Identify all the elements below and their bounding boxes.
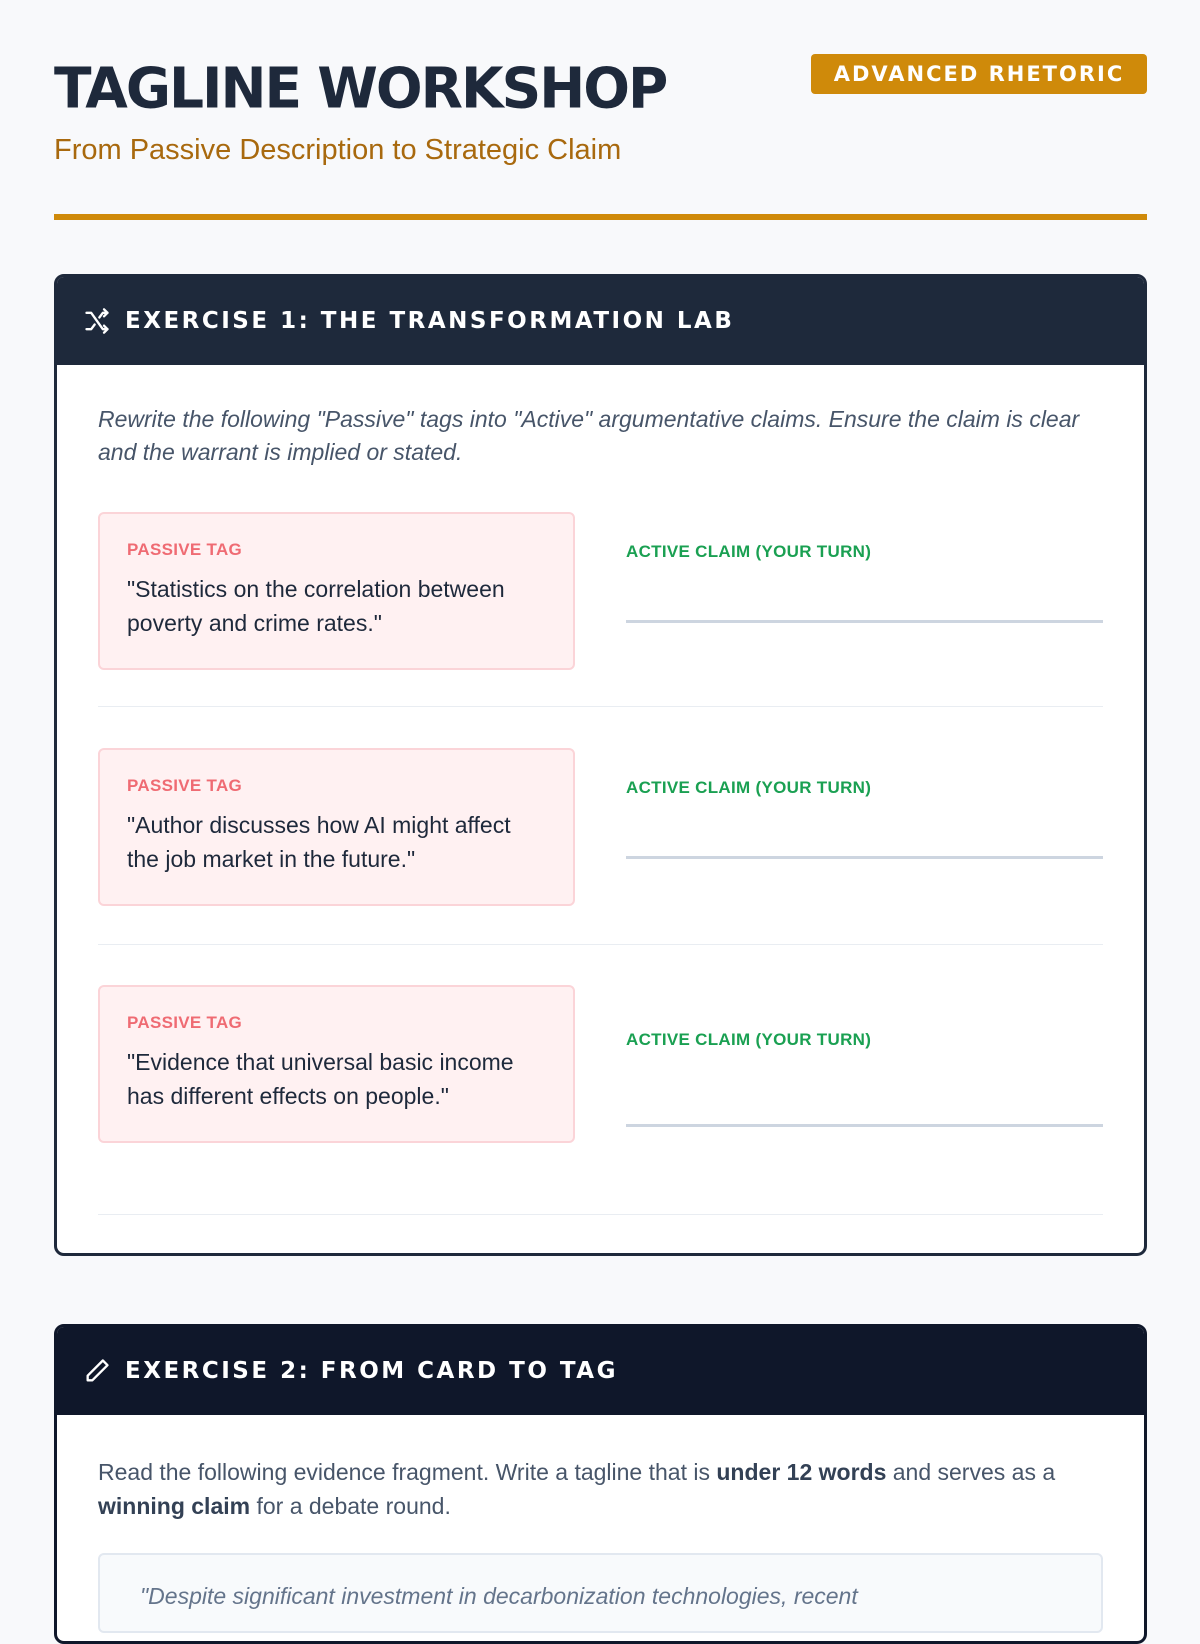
passive-tag-text: "Evidence that universal basic income has different effects on people.": [127, 1049, 514, 1109]
exercise-1-title: EXERCISE 1: THE TRANSFORMATION LAB: [125, 308, 735, 334]
passive-tag-label: PASSIVE TAG: [127, 540, 243, 559]
active-claim-area: [626, 748, 1103, 859]
exercise-row: [98, 512, 1103, 707]
active-claim-input[interactable]: [626, 1124, 1103, 1127]
passive-tag-text: "Author discusses how AI might affect the job market in the future.": [127, 812, 511, 872]
passive-tag-label: PASSIVE TAG: [127, 776, 243, 795]
active-claim-label: ACTIVE CLAIM (YOUR TURN): [626, 1030, 872, 1049]
exercise-1-header: [57, 277, 1144, 365]
exercise-1-instructions: Rewrite the following "Passive" tags into "Active" argumentative claims. Ensure the claim is clear and the warrant is implied or stated.: [98, 406, 1080, 465]
exercise-row: [98, 748, 1103, 945]
active-claim-area: [626, 985, 1103, 1127]
exercise-1-card: [54, 274, 1147, 1256]
emphasis-word-limit: under 12 words: [716, 1459, 887, 1485]
active-claim-label: ACTIVE CLAIM (YOUR TURN): [626, 778, 872, 797]
evidence-fragment: "Despite significant investment in decarbonization technologies, recent: [98, 1553, 1103, 1633]
exercise-2-title: EXERCISE 2: FROM CARD TO TAG: [125, 1358, 618, 1384]
page-subtitle: From Passive Description to Strategic Claim: [54, 134, 622, 166]
passive-tag-box: [98, 512, 575, 670]
active-claim-input[interactable]: [626, 856, 1103, 859]
passive-tag-text: "Statistics on the correlation between poverty and crime rates.": [127, 576, 505, 636]
shuffle-icon: [83, 307, 111, 335]
exercise-row: [98, 985, 1103, 1215]
passive-tag-box: [98, 748, 575, 906]
header-divider: [54, 214, 1147, 220]
page-title: TAGLINE WORKSHOP: [54, 55, 667, 121]
exercise-2-header: [57, 1327, 1144, 1415]
emphasis-winning-claim: winning claim: [98, 1493, 251, 1519]
level-badge: ADVANCED RHETORIC: [811, 54, 1147, 94]
active-claim-input[interactable]: [626, 620, 1103, 623]
passive-tag-box: [98, 985, 575, 1143]
exercise-2-card: [54, 1324, 1147, 1644]
active-claim-area: [626, 512, 1103, 623]
exercise-2-instructions: Read the following evidence fragment. Write a tagline that is under 12 words and serves as a winning claim for a debate round.: [98, 1459, 1056, 1519]
active-claim-label: ACTIVE CLAIM (YOUR TURN): [626, 542, 872, 561]
pencil-icon: [83, 1357, 111, 1385]
passive-tag-label: PASSIVE TAG: [127, 1013, 243, 1032]
